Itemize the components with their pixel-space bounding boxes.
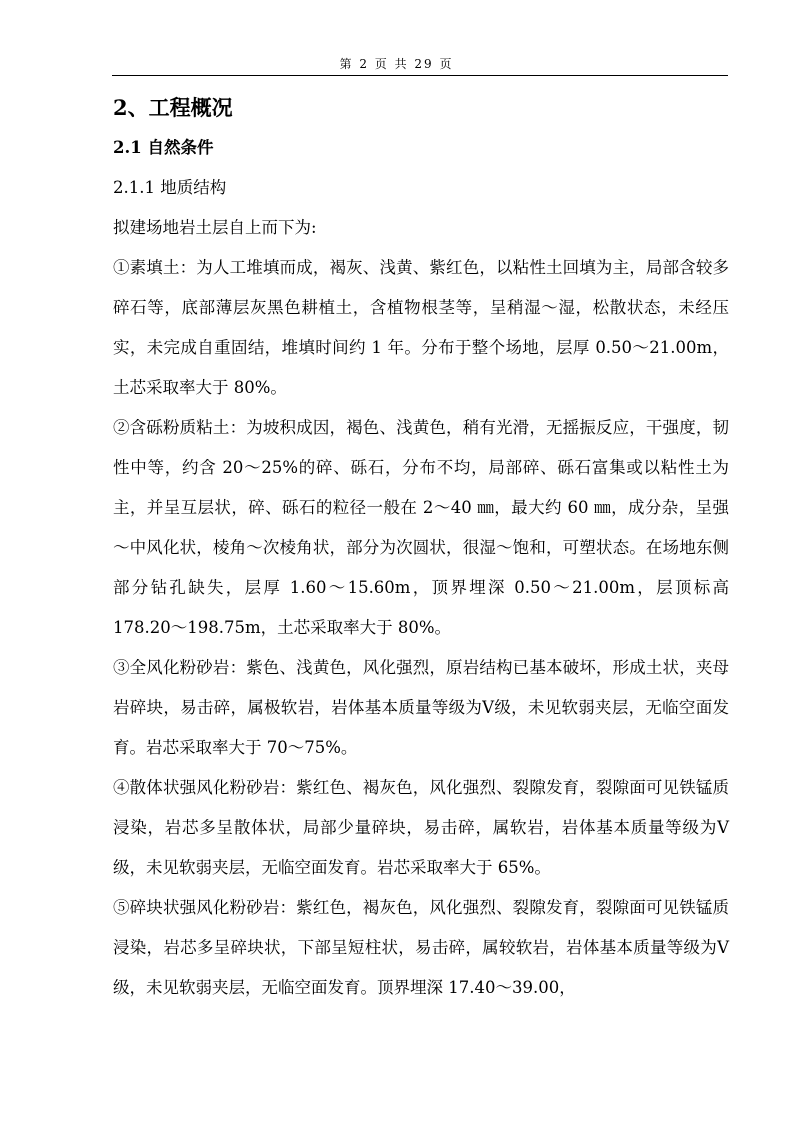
- section-title: 2、工程概况: [113, 95, 233, 120]
- paragraph-intro: 拟建场地岩土层自上而下为:: [113, 218, 317, 237]
- paragraph-layer-2: ②含砾粉质粘土：为坡积成因，褐色、浅黄色，稍有光滑，无摇振反应，干强度，韧性中等，约含 20～25%的碎、砾石，分布不均，局部碎、砾石富集或以粘性土为主，并呈互层状，碎、砾石的粒径一般在 2～40 ㎜，最大约 60 ㎜，成分杂，呈强～中风化状，棱角～次棱角状，部分为次圆状，很湿～饱和，可塑状态。在场地东侧部分钻孔缺失，层厚 1.60～15.60m，顶界埋深 0.50～21.00m，层顶标高 178.20～198.75m，土芯采取率大于 80%。: [113, 418, 729, 637]
- page-header: 第 2 页 共 29 页: [339, 57, 454, 71]
- header-rule: [112, 75, 728, 76]
- page-body: [113, 88, 729, 1008]
- subsubsection-title: 2.1.1 地质结构: [113, 178, 227, 197]
- paragraph-layer-4: ④散体状强风化粉砂岩：紫红色、褐灰色，风化强烈、裂隙发育，裂隙面可见铁锰质浸染，岩芯多呈散体状，局部少量碎块，易击碎，属软岩，岩体基本质量等级为Ⅴ级，未见软弱夹层，无临空面发育。岩芯采取率大于 65%。: [113, 778, 729, 877]
- paragraph-layer-3: ③全风化粉砂岩：紫色、浅黄色，风化强烈，原岩结构已基本破坏，形成土状，夹母岩碎块，易击碎，属极软岩，岩体基本质量等级为Ⅴ级，未见软弱夹层，无临空面发育。岩芯采取率大于 70～75%。: [113, 658, 729, 757]
- paragraph-layer-5: ⑤碎块状强风化粉砂岩：紫红色，褐灰色，风化强烈、裂隙发育，裂隙面可见铁锰质浸染，岩芯多呈碎块状，下部呈短柱状，易击碎，属较软岩，岩体基本质量等级为Ⅴ级，未见软弱夹层，无临空面发育。顶界埋深 17.40～39.00，: [113, 898, 729, 997]
- subsection-title: 2.1 自然条件: [113, 138, 214, 157]
- paragraph-layer-1: ①素填土：为人工堆填而成，褐灰、浅黄、紫红色，以粘性土回填为主，局部含较多碎石等，底部薄层灰黑色耕植土，含植物根茎等，呈稍湿～湿，松散状态，未经压实，未完成自重固结，堆填时间约 1 年。分布于整个场地，层厚 0.50～21.00m，土芯采取率大于 80%。: [113, 258, 729, 397]
